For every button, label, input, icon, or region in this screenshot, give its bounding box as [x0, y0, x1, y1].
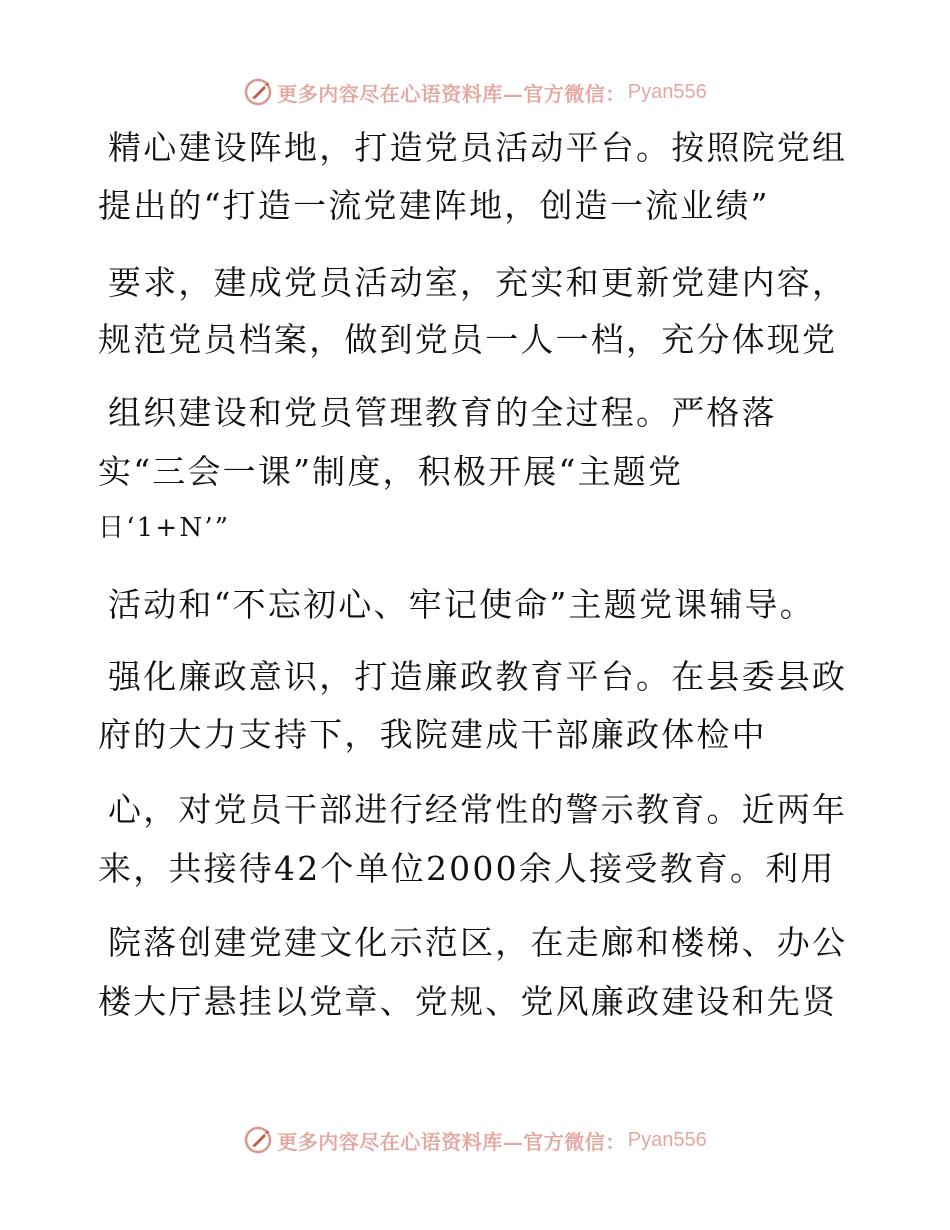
- text-line: 府的大力支持下，我院建成干部廉政体检中: [98, 715, 767, 754]
- text-line: 来，共接待42个单位2000余人接受教育。利用: [98, 849, 836, 888]
- header-watermark: [0, 72, 950, 112]
- text-line: 实“三会一课”制度，积极开展“主题党: [98, 452, 684, 491]
- text-line: 要求，建成党员活动室，充实和更新党建内容，: [108, 263, 848, 302]
- text-line: 日‘1+N’”: [98, 513, 231, 543]
- text-line: 强化廉政意识，打造廉政教育平台。在县委县政: [108, 657, 848, 696]
- quill-logo-icon: [243, 1125, 273, 1155]
- text-line: 精心建设阵地，打造党员活动平台。按照院党组: [108, 128, 848, 167]
- watermark-wechat-id: Pyan556: [627, 80, 707, 103]
- text-line: 心，对党员干部进行经常性的警示教育。近两年: [108, 790, 848, 829]
- watermark-text: 更多内容尽在心语资料库—官方微信：: [277, 81, 626, 106]
- watermark-wechat-id: Pyan556: [627, 1128, 707, 1151]
- footer-watermark: [0, 1120, 950, 1160]
- text-line: 组织建设和党员管理教育的全过程。严格落: [108, 393, 777, 432]
- text-line: 院落创建党建文化示范区，在走廊和楼梯、办公: [108, 923, 848, 962]
- watermark-text: 更多内容尽在心语资料库—官方微信：: [277, 1129, 626, 1154]
- quill-logo-icon: [243, 77, 273, 107]
- text-line: 提出的“打造一流党建阵地，创造一流业绩”: [98, 186, 770, 225]
- text-line: 规范党员档案，做到党员一人一档，充分体现党: [98, 320, 838, 359]
- text-line: 楼大厅悬挂以党章、党规、党风廉政建设和先贤: [98, 982, 838, 1021]
- text-line: 活动和“不忘初心、牢记使命”主题党课辅导。: [108, 585, 815, 624]
